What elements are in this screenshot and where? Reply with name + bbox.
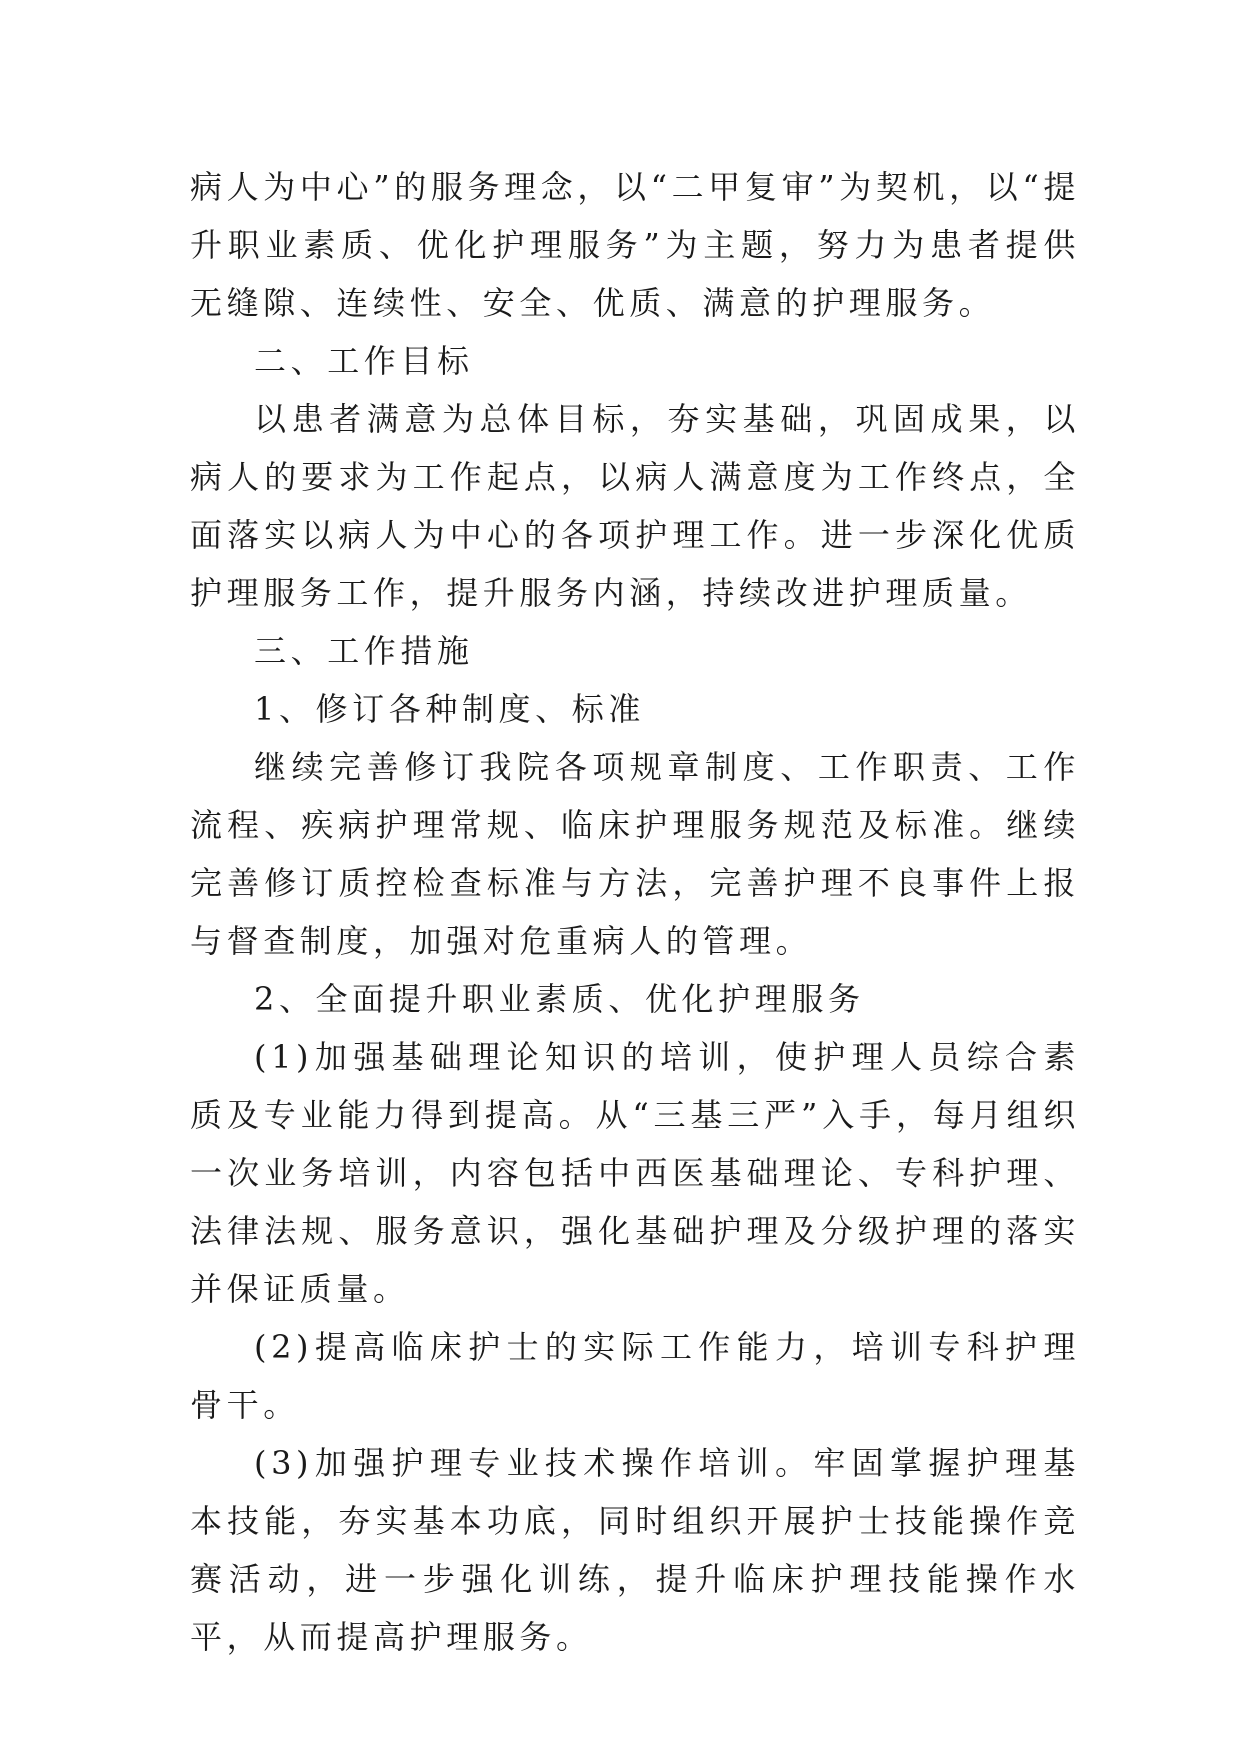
paragraph-basic-training: (1)加强基础理论知识的培训，使护理人员综合素质及专业能力得到提高。从“三基三严”入手，每月组织一次业务培训，内容包括中西医基础理论、专科护理、法律法规、服务意识，强化基础护理及分级护理的落实并保证质量。 [190,1038,1080,1308]
heading-improve-quality: 2、全面提升职业素质、优化护理服务 [254,980,865,1018]
paragraph-skill-training: (3)加强护理专业技术操作培训。牢固掌握护理基本技能，夯实基本功底，同时组织开展护士技能操作竞赛活动，进一步强化训练，提升临床护理技能操作水平，从而提高护理服务。 [190,1444,1080,1656]
paragraph-work-goals: 以患者满意为总体目标，夯实基础，巩固成果，以病人的要求为工作起点，以病人满意度为工作终点，全面落实以病人为中心的各项护理工作。进一步深化优质护理服务工作，提升服务内涵，持续改进护理质量。 [190,400,1080,612]
heading-revise-systems: 1、修订各种制度、标准 [254,690,645,728]
paragraph-revise-systems: 继续完善修订我院各项规章制度、工作职责、工作流程、疾病护理常规、临床护理服务规范及标准。继续完善修订质控检查标准与方法，完善护理不良事件上报与督查制度，加强对危重病人的管理。 [190,748,1080,960]
heading-work-measures: 三、工作措施 [254,632,474,670]
paragraph-service-philosophy: 病人为中心”的服务理念，以“二甲复审”为契机，以“提升职业素质、优化护理服务”为主题，努力为患者提供无缝隙、连续性、安全、优质、满意的护理服务。 [190,168,1080,322]
heading-work-goals: 二、工作目标 [254,342,474,380]
paragraph-clinical-ability: (2)提高临床护士的实际工作能力，培训专科护理骨干。 [190,1328,1080,1424]
document-page [190,158,1080,1666]
